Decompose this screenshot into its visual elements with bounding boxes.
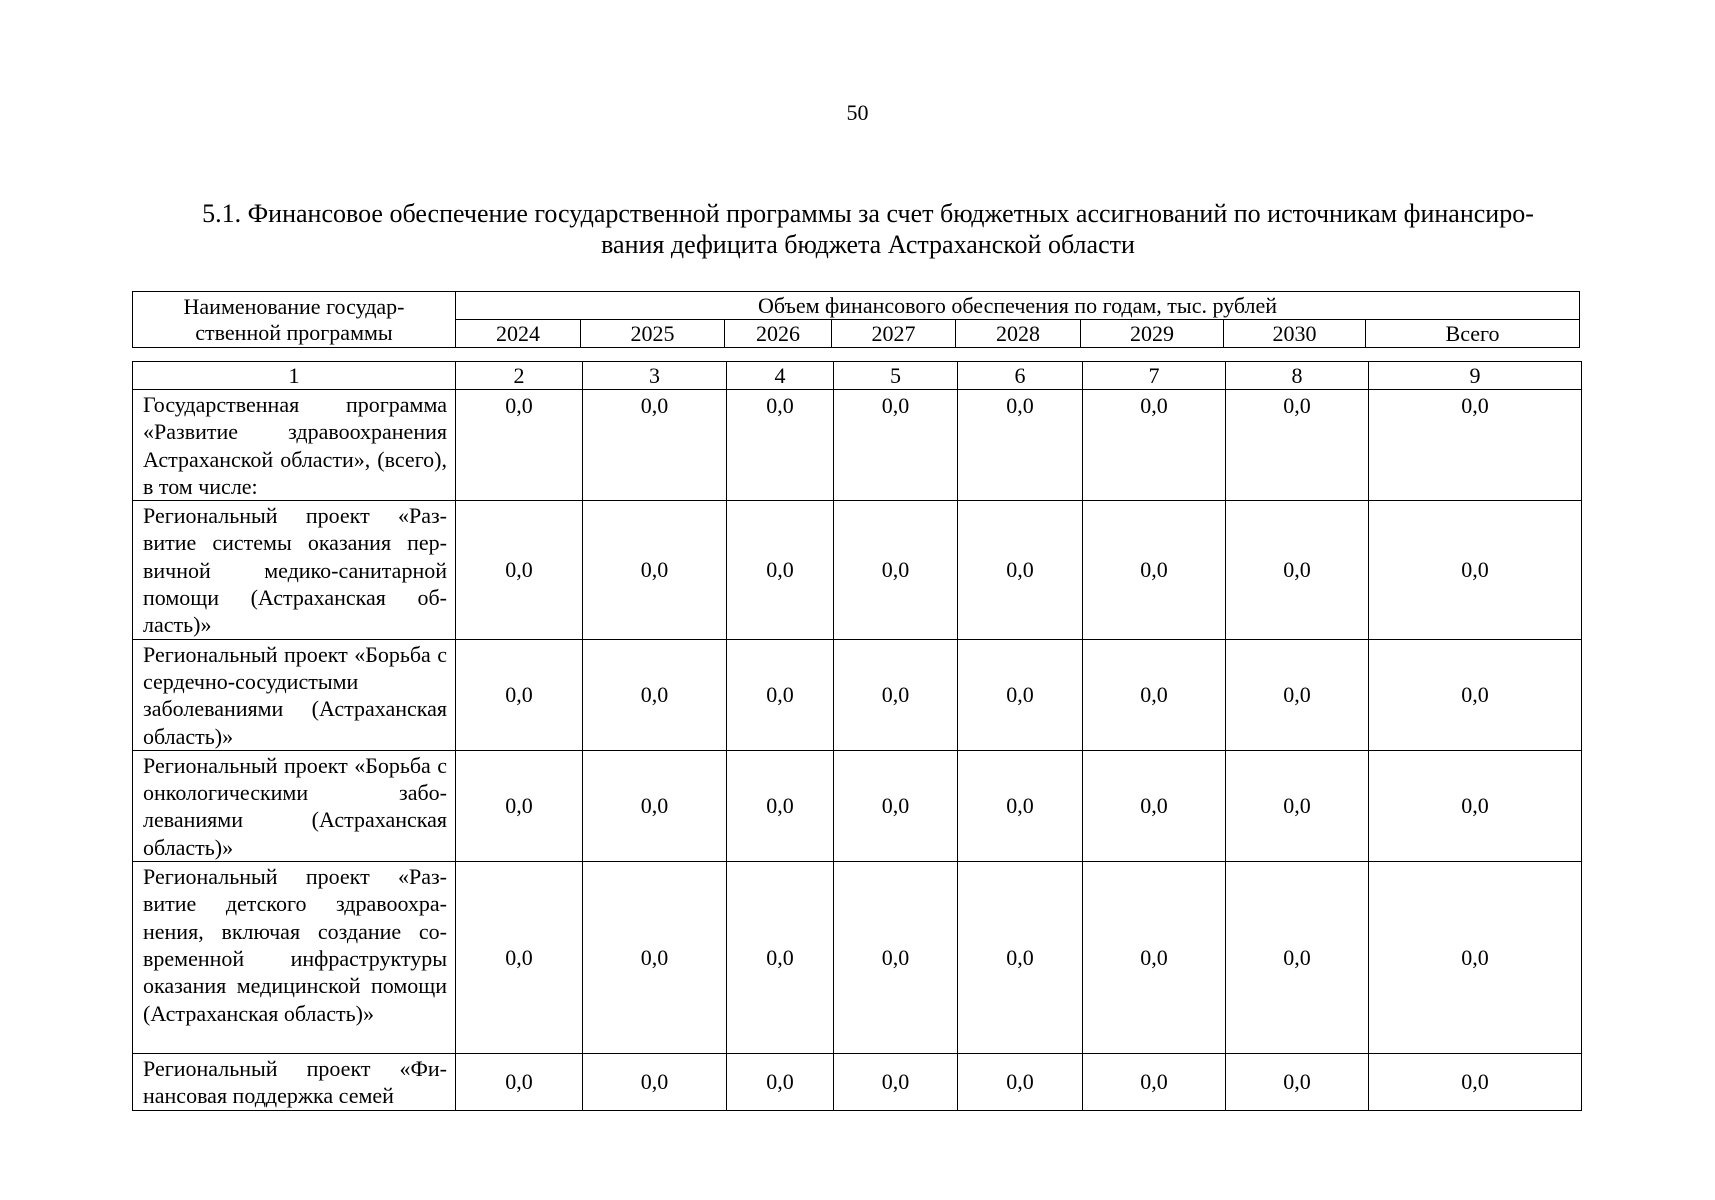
row-name: Региональный проект «Развитие системы оказания первичной медико-санитарной помощи (Астраханская область)» bbox=[133, 501, 456, 639]
value-2030: 0,0 bbox=[1226, 1054, 1369, 1111]
row-name: Региональный проект «Развитие детского здравоохранения, включая создание современной инфраструктуры оказания медицинской помощи (Астраханская область)» bbox=[133, 862, 456, 1054]
row-name: Региональный проект «Борьба с онкологическими заболеваниями (Астраханская область)» bbox=[133, 750, 456, 861]
value-2028: 0,0 bbox=[958, 1054, 1083, 1111]
table-row bbox=[133, 1054, 1582, 1111]
value-2025: 0,0 bbox=[583, 501, 727, 639]
value-2030: 0,0 bbox=[1226, 390, 1369, 501]
column-number: 2 bbox=[456, 362, 583, 390]
value-total: 0,0 bbox=[1369, 1054, 1582, 1111]
value-2024: 0,0 bbox=[456, 750, 583, 861]
value-2030: 0,0 bbox=[1226, 750, 1369, 861]
header-table bbox=[132, 291, 1580, 348]
header-year: 2025 bbox=[581, 320, 725, 348]
value-2030: 0,0 bbox=[1226, 639, 1369, 750]
value-2024: 0,0 bbox=[456, 639, 583, 750]
value-2025: 0,0 bbox=[583, 639, 727, 750]
header-year: 2024 bbox=[456, 320, 581, 348]
value-total: 0,0 bbox=[1369, 390, 1582, 501]
table-row bbox=[133, 639, 1582, 750]
value-total: 0,0 bbox=[1369, 501, 1582, 639]
value-2024: 0,0 bbox=[456, 501, 583, 639]
value-2027: 0,0 bbox=[834, 501, 958, 639]
value-total: 0,0 bbox=[1369, 639, 1582, 750]
value-2026: 0,0 bbox=[727, 1054, 834, 1111]
value-2029: 0,0 bbox=[1083, 501, 1226, 639]
value-2025: 0,0 bbox=[583, 1054, 727, 1111]
section-title-line-2: вания дефицита бюджета Астраханской области bbox=[601, 230, 1135, 259]
header-year: 2029 bbox=[1081, 320, 1224, 348]
value-2030: 0,0 bbox=[1226, 501, 1369, 639]
value-2028: 0,0 bbox=[958, 750, 1083, 861]
value-2028: 0,0 bbox=[958, 390, 1083, 501]
value-2025: 0,0 bbox=[583, 750, 727, 861]
value-2030: 0,0 bbox=[1226, 862, 1369, 1054]
value-2027: 0,0 bbox=[834, 862, 958, 1054]
value-2026: 0,0 bbox=[727, 501, 834, 639]
header-name-column bbox=[133, 292, 456, 348]
header-name-line-2: ственной программы bbox=[195, 319, 393, 345]
value-2027: 0,0 bbox=[834, 750, 958, 861]
column-number: 4 bbox=[727, 362, 834, 390]
header-name-line-1: Наименование государ- bbox=[183, 293, 405, 319]
header-year: 2026 bbox=[725, 320, 832, 348]
value-2026: 0,0 bbox=[727, 390, 834, 501]
column-number: 8 bbox=[1226, 362, 1369, 390]
value-2027: 0,0 bbox=[834, 390, 958, 501]
section-title-line-1: 5.1. Финансовое обеспечение государственной программы за счет бюджетных ассигнований по источникам финансиро- bbox=[202, 199, 1534, 228]
header-year: 2028 bbox=[956, 320, 1081, 348]
row-name: Государственная программа «Развитие здравоохранения Астраханской области», (всего), в том числе: bbox=[133, 390, 456, 501]
column-number: 6 bbox=[958, 362, 1083, 390]
value-2026: 0,0 bbox=[727, 862, 834, 1054]
table-row-program-total bbox=[133, 390, 1582, 501]
value-2027: 0,0 bbox=[834, 639, 958, 750]
financing-table bbox=[132, 361, 1582, 1111]
value-2029: 0,0 bbox=[1083, 862, 1226, 1054]
value-2025: 0,0 bbox=[583, 390, 727, 501]
value-2029: 0,0 bbox=[1083, 390, 1226, 501]
value-2029: 0,0 bbox=[1083, 1054, 1226, 1111]
table-row bbox=[133, 750, 1582, 861]
value-total: 0,0 bbox=[1369, 750, 1582, 861]
header-total: Всего bbox=[1366, 320, 1580, 348]
value-2028: 0,0 bbox=[958, 501, 1083, 639]
column-number: 5 bbox=[834, 362, 958, 390]
value-2027: 0,0 bbox=[834, 1054, 958, 1111]
value-2029: 0,0 bbox=[1083, 750, 1226, 861]
value-2024: 0,0 bbox=[456, 862, 583, 1054]
header-volume-column: Объем финансового обеспечения по годам, тыс. рублей bbox=[456, 292, 1580, 320]
table-row bbox=[133, 862, 1582, 1054]
value-2026: 0,0 bbox=[727, 639, 834, 750]
column-number: 9 bbox=[1369, 362, 1582, 390]
table-row bbox=[133, 501, 1582, 639]
value-2028: 0,0 bbox=[958, 639, 1083, 750]
value-total: 0,0 bbox=[1369, 862, 1582, 1054]
column-number: 3 bbox=[583, 362, 727, 390]
column-number: 7 bbox=[1083, 362, 1226, 390]
column-number-row bbox=[133, 362, 1582, 390]
header-year: 2027 bbox=[832, 320, 956, 348]
value-2024: 0,0 bbox=[456, 390, 583, 501]
row-name: Региональный проект «Финансовая поддержка семей bbox=[133, 1054, 456, 1111]
value-2025: 0,0 bbox=[583, 862, 727, 1054]
row-name: Региональный проект «Борьба с сердечно-сосудистыми заболеваниями (Астраханская область)» bbox=[133, 639, 456, 750]
value-2026: 0,0 bbox=[727, 750, 834, 861]
header-year: 2030 bbox=[1224, 320, 1366, 348]
value-2028: 0,0 bbox=[958, 862, 1083, 1054]
page-number: 50 bbox=[846, 100, 869, 125]
column-number: 1 bbox=[133, 362, 456, 390]
value-2024: 0,0 bbox=[456, 1054, 583, 1111]
section-title bbox=[150, 198, 1586, 260]
value-2029: 0,0 bbox=[1083, 639, 1226, 750]
